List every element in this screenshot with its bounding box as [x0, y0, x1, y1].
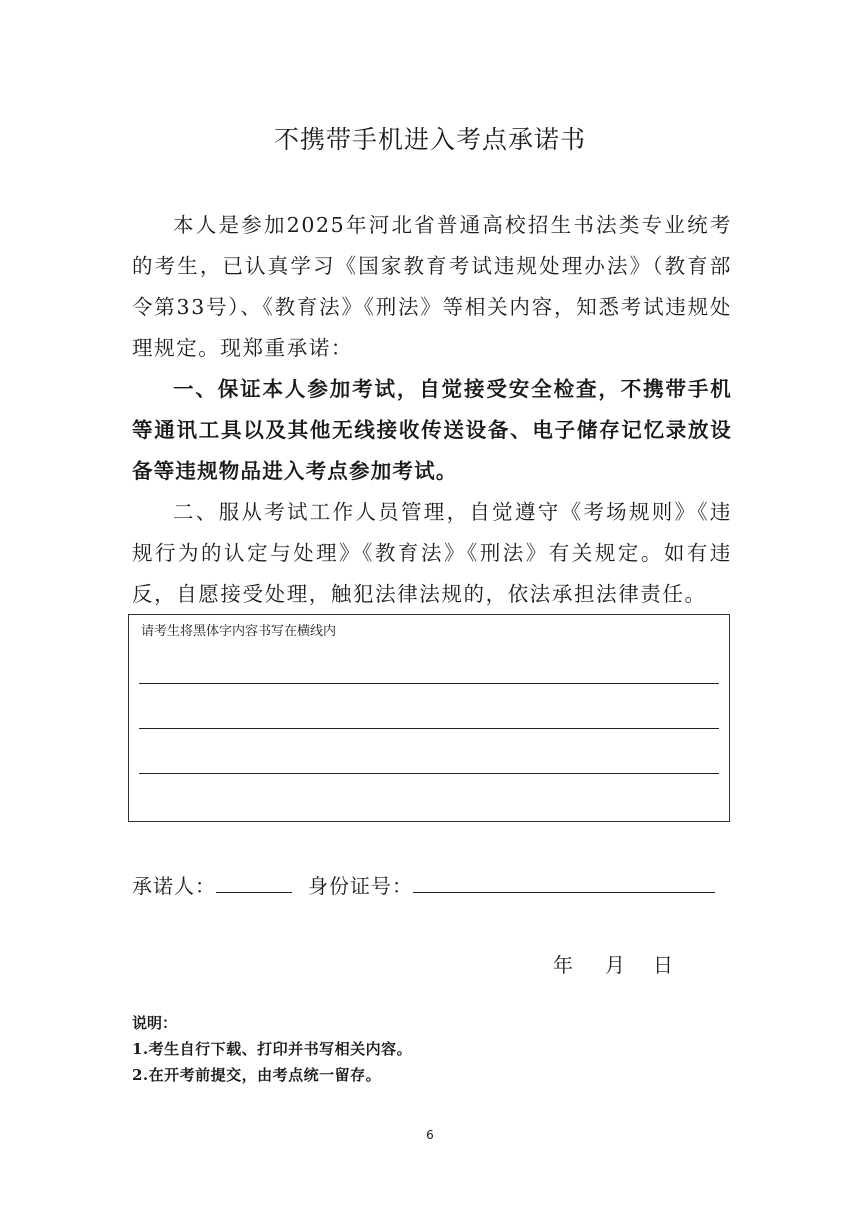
commitment-item-1: 一、保证本人参加考试，自觉接受安全检查，不携带手机等通讯工具以及其他无线接收传送设备、电子储存记忆录放设备等违规物品进入考点参加考试。: [132, 377, 732, 483]
box-instruction: 请考生将黑体字内容书写在横线内: [141, 624, 337, 639]
handwriting-box: [128, 614, 730, 822]
id-number-blank[interactable]: [413, 870, 715, 893]
signer-name-blank[interactable]: [216, 870, 292, 893]
writing-line[interactable]: [139, 683, 719, 684]
document-title: 不携带手机进入考点承诺书: [273, 125, 586, 154]
note-item: 2.在开考前提交，由考点统一留存。: [132, 1066, 382, 1084]
writing-line[interactable]: [139, 728, 719, 729]
note-item: 1.考生自行下载、打印并书写相关内容。: [132, 1040, 413, 1058]
date-day: 日: [653, 953, 673, 977]
id-number-label: 身份证号：: [308, 874, 413, 898]
date-month: 月: [605, 953, 625, 977]
date-row: [553, 950, 673, 980]
notes-label: 说明：: [132, 1014, 178, 1032]
intro-paragraph: 本人是参加2025年河北省普通高校招生书法类专业统考的考生，已认真学习《国家教育考试违规处理办法》（教育部令第33号）、《教育法》《刑法》等相关内容，知悉考试违规处理规定。现郑重承诺：: [132, 213, 732, 360]
commitment-item-2: 二、服从考试工作人员管理，自觉遵守《考场规则》《违规行为的认定与处理》《教育法》《刑法》有关规定。如有违反，自愿接受处理，触犯法律法规的，依法承担法律责任。: [132, 500, 732, 606]
notes-section: [132, 1010, 412, 1088]
commitment-body: [132, 205, 732, 615]
writing-line[interactable]: [139, 773, 719, 774]
date-year: 年: [553, 953, 573, 977]
page-number: 6: [426, 1128, 434, 1142]
signer-label: 承诺人：: [132, 874, 216, 898]
signature-row: [132, 870, 715, 901]
